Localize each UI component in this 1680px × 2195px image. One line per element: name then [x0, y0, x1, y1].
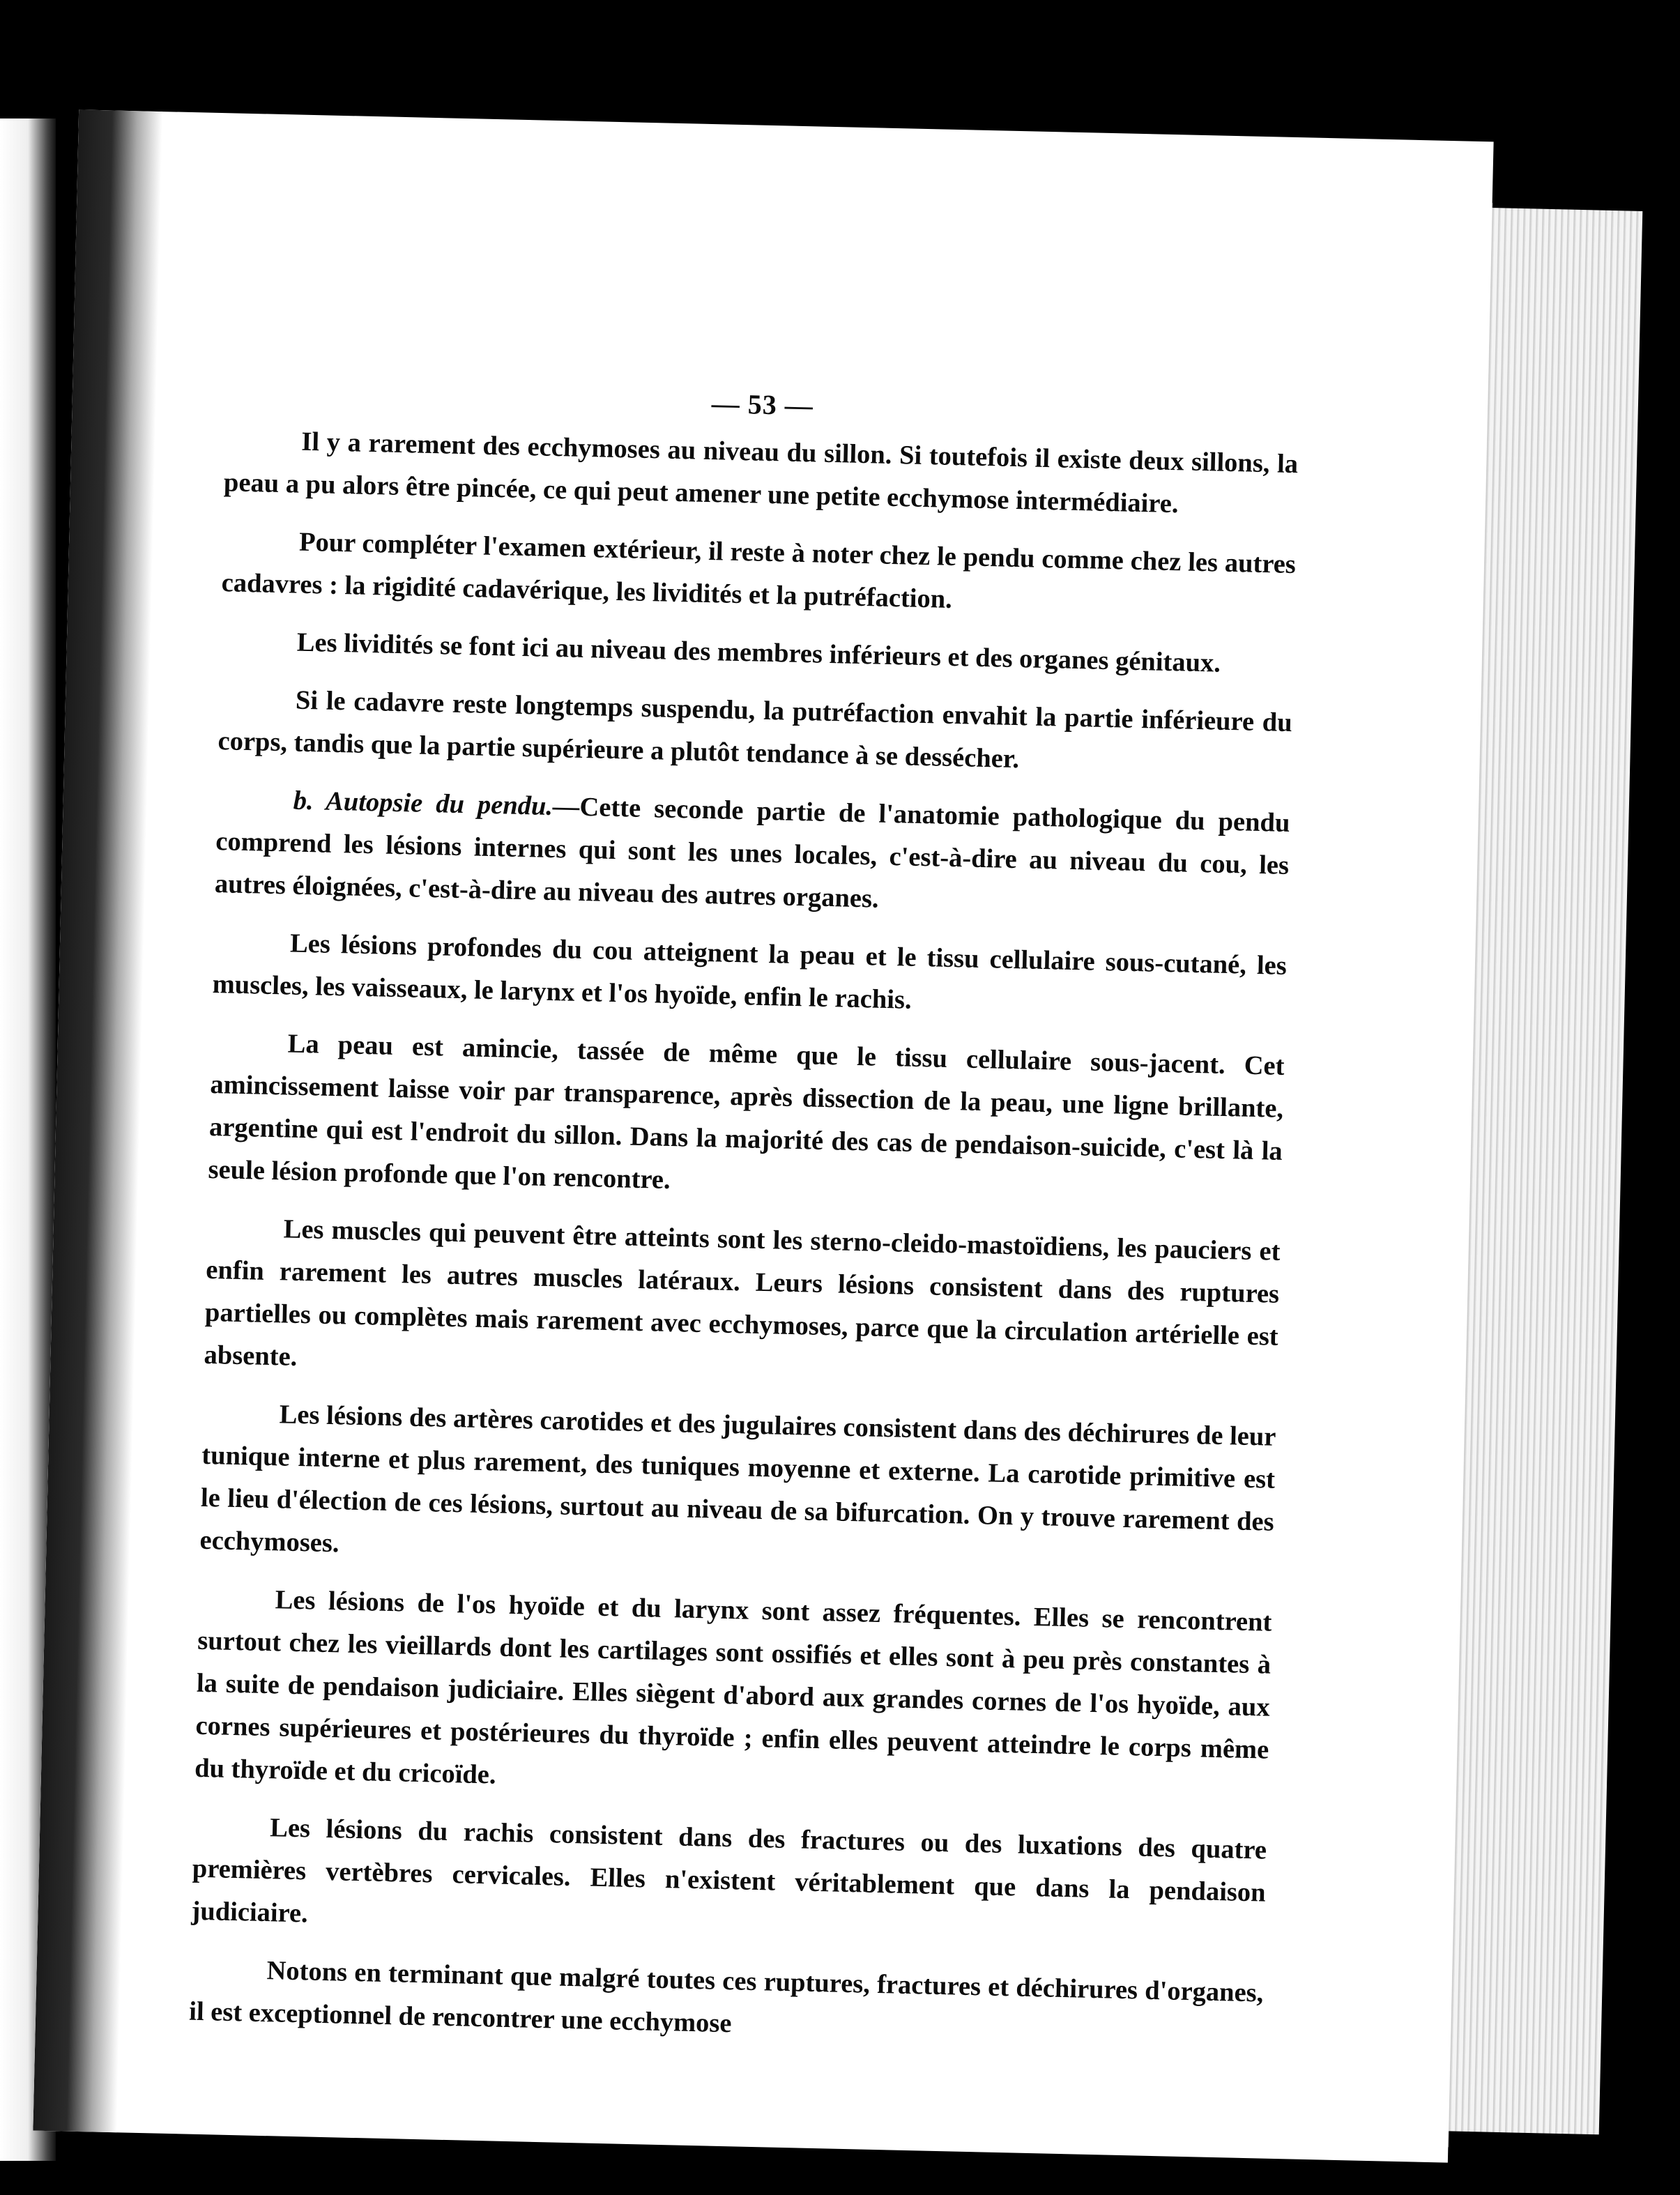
paragraph: Les lésions du rachis consistent dans des fractures ou des luxations des quatre premières vertèbres cervicales. Elles n'existent véritablement que dans la pendaison judiciaire. [191, 1813, 1267, 1929]
paragraph: Pour compléter l'examen extérieur, il reste à noter chez le pendu comme chez les autres cadavres : la rigidité cadavérique, les lividités et la putréfaction. [221, 527, 1297, 614]
paragraph: Les lividités se font ici au niveau des membres inférieurs et des organes génitaux. [296, 627, 1221, 678]
paragraph: Les lésions profondes du cou atteignent la peau et le tissu cellulaire sous-cutané, les muscles, les vaisseaux, le larynx et l'os hyoïde, enfin le rachis. [212, 928, 1288, 1015]
paragraph-cut-off: Notons en terminant que malgré toutes ces ruptures, fractures et déchirures d'organes, il est exceptionnel de rencontrer une ecchymose [188, 1956, 1264, 2039]
paragraph: Il y a rarement des ecchymoses au niveau du sillon. Si toutefois il existe deux sillons, la peau a pu alors être pincée, ce qui peut amener une petite ecchymose intermédiaire. [223, 427, 1299, 519]
paragraph: Les lésions des artères carotides et des jugulaires consistent dans des déchirures de leur tunique interne et plus rarement, des tuniques moyenne et externe. La carotide primitive est le lieu d'élection de ces lésions, surtout au niveau de sa bifurcation. On y trouve rarement des ecchymoses. [199, 1400, 1276, 1559]
paragraph: Si le cadavre reste longtemps suspendu, la putréfaction envahit la partie inférieure du corps, tandis que la partie supérieure a plutôt tendance à se dessécher. [217, 685, 1293, 774]
page-number: — 53 — [711, 388, 814, 422]
paragraph: Les muscles qui peuvent être atteints sont les sterno-cleido-mastoïdiens, les pauciers et enfin rarement les autres muscles latéraux. Leurs lésions consistent dans des ruptures partielles ou complètes mais rarement avec ecchymoses, parce que la circulation artérielle est absente. [204, 1214, 1281, 1372]
page-text [188, 371, 1299, 2072]
section-heading: b. Autopsie du pendu.— [293, 786, 581, 822]
book-page [33, 109, 1493, 2162]
paragraph-autopsie [214, 778, 1290, 930]
paragraph: Les lésions de l'os hyoïde et du larynx sont assez fréquentes. Elles se rencontrent surtout chez les vieillards dont les cartilages sont ossifiés et elles sont à peu près constantes à la suite de pendaison judiciaire. Elles siègent d'abord aux grandes cornes de l'os hyoïde, aux cornes supérieures et postérieures du thyroïde ; enfin elles peuvent atteindre le corps même du thyroïde et du cricoïde. [194, 1585, 1272, 1790]
paragraph: La peau est amincie, tassée de même que le tissu cellulaire sous-jacent. Cet amincissement laisse voir par transparence, après dissection de la peau, une ligne brillante, argentine qui est l'endroit du sillon. Dans la majorité des cas de pendaison-suicide, c'est là la seule lésion profonde que l'on rencontre. [208, 1029, 1285, 1195]
paragraph-body: Cette seconde partie de l'anatomie pathologique du pendu comprend les lésions internes qui sont les unes locales, c'est-à-dire au niveau du cou, les autres éloignées, c'est-à-dire au niveau des autres organes. [214, 792, 1290, 914]
